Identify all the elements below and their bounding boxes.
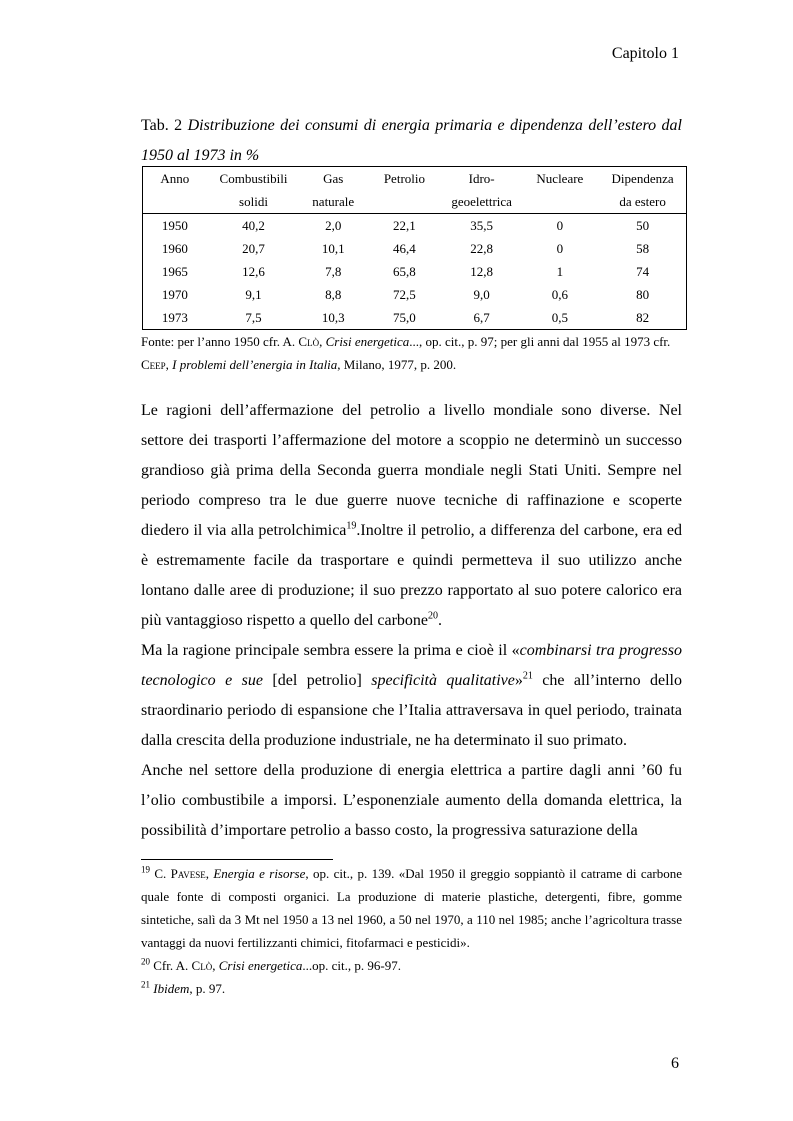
col-header-petrolio: Petrolio [383,171,425,186]
col-subheader: naturale [300,190,366,214]
paragraph-text: .Inoltre il petrolio, a differenza del carbone, era ed è estremamente facile da trasportare e quindi permetteva il suo utilizzo anche lontano dalle aree di produzione; il suo prezzo rapportato al suo potere calorico era più vantaggioso rispetto a quello del carbone [141,522,682,629]
col-header-idro: Idro- [468,171,495,186]
footnote-ref[interactable]: 21 [522,670,533,682]
col-header-combustibili: Combustibili [219,171,288,186]
source-author: Ceep [141,357,166,372]
footnote-text: , [205,866,214,881]
table-cell: 1950 [161,217,188,233]
footnote-number: 19 [141,864,150,875]
table-row [143,237,687,260]
table-cell: 35,5 [470,217,494,233]
paragraph-text: che all’interno dello straordinario periodo di espansione che l’Italia attraversava in quel periodo, trainata dalla crescita della produzione industriale, ne ha determinato il suo primato. [141,672,683,749]
table-cell: 75,0 [393,309,416,325]
table-cell: 80 [636,286,650,302]
paragraph-text: . [438,612,443,629]
quote-text: specificità qualitative [371,672,515,689]
footnotes [141,862,682,1000]
energy-consumption-table [142,166,687,330]
table-cell: 1970 [161,286,188,302]
paragraph: Anche nel settore della produzione di energia elettrica a partire dagli anni ’60 fu l’olio combustibile a imporsi. L’esponenziale aumento della domanda elettrica, la possibilità d’importare petrolio a basso costo, la progressiva saturazione della [141,762,682,839]
col-header-anno: Anno [160,171,190,186]
col-subheader [521,190,600,214]
table-cell: 10,1 [321,240,345,256]
col-header-dipendenza: Dipendenza [611,171,674,186]
col-subheader: da estero [599,190,686,214]
paragraph-text: » [514,672,523,689]
table-cell: 6,7 [473,309,490,325]
table-cell: 0 [556,217,564,233]
col-subheader [143,190,207,214]
footnote-21 [141,977,682,1000]
table-row [143,214,687,238]
footnote-work-title: Crisi energetica [218,958,303,973]
paragraph [141,396,682,636]
table-cell: 40,2 [242,217,265,233]
table-cell: 20,7 [242,240,265,256]
body-text [141,396,682,846]
footnote-text: , op. cit., p. 139. «Dal 1950 il greggio soppiantò il catrame di carbone quale fonte di composti organici. La produzione di materie plastiche, detergenti, fibre, gomme sintetiche, salì da 3 Mt nel 1950 a 13 nel 1960, a 50 nel 1970, a 110 nel 1985; anche l’agricoltura trasse vantaggi da nuovi fertilizzanti chimici, fitofarmaci e pesticidi». [141,866,683,950]
table-cell: 0,5 [551,309,568,325]
table-cell: 8,8 [325,286,342,302]
footnote-text: ...op. cit., p. 96-97. [302,958,401,973]
footnote-author: Pavese [170,866,206,881]
table-cell: 1973 [161,309,188,325]
table-cell: 9,0 [473,286,490,302]
footnote-text: C. [150,866,171,881]
paragraph-text: [del petrolio] [262,672,372,689]
table-cell: 1960 [161,240,188,256]
table-cell: 9,1 [245,286,262,302]
footnote-work-title: Energia e risorse [213,866,306,881]
source-text: ..., op. cit., p. 97; per gli anni dal 1955 al 1973 cfr. [409,334,671,349]
table-cell: 65,8 [393,263,416,279]
table-row [143,283,687,306]
quote-text: combinarsi tra progresso tecnologico e sue [141,642,682,689]
table-cell: 0 [556,240,564,256]
table-cell: 7,5 [245,309,262,325]
table-cell: 0,6 [551,286,568,302]
source-work-title: Crisi energetica [325,334,410,349]
table-caption [141,111,682,171]
table-cell: 58 [636,240,650,256]
col-subheader [366,190,443,214]
table-caption-label: Tab. 2 [141,117,183,134]
paragraph-text: Ma la ragione principale sembra essere la prima e cioè il « [141,642,520,659]
col-header-gas: Gas [323,171,344,186]
table-cell: 1 [556,263,564,279]
table-row [143,260,687,283]
footnote-text: , p. 97. [189,981,226,996]
table-cell: 74 [636,263,650,279]
table-header-row [143,190,687,214]
source-text: , [319,334,326,349]
source-author: Clò [298,334,320,349]
paragraph-text: Le ragioni dell’affermazione del petrolio a livello mondiale sono diverse. Nel settore dei trasporti l’affermazione del motore a scoppio ne determinò un successo grandioso già prima della Seconda guerra mondiale negli Stati Uniti. Sempre nel periodo compreso tra le due guerre nuove tecniche di raffinazione e scoperte diedero il via alla petrolchimica [141,402,682,539]
table-source-note [141,330,686,376]
source-work-title: I problemi dell’energia in Italia [172,357,338,372]
footnote-text: Cfr. A. [150,958,192,973]
table-cell: 7,8 [325,263,342,279]
footnote-divider [141,859,333,860]
table-cell: 22,8 [470,240,494,256]
footnote-20 [141,954,682,977]
table-cell: 72,5 [393,286,416,302]
footnote-text: , [212,958,219,973]
chapter-header: Capitolo 1 [611,45,679,62]
table-cell: 12,6 [242,263,265,279]
col-subheader: geoelettrica [443,190,521,214]
col-subheader: solidi [207,190,301,214]
table-cell: 46,4 [393,240,416,256]
footnote-author: Clò [191,958,213,973]
footnote-work-title: Ibidem [153,981,190,996]
table-cell: 12,8 [470,263,494,279]
source-text: Fonte: per l’anno 1950 cfr. A. [141,334,299,349]
footnote-number: 21 [141,979,150,990]
footnote-ref[interactable]: 20 [428,610,439,622]
source-text: , Milano, 1977, p. 200. [337,357,457,372]
table-caption-title: Distribuzione dei consumi di energia primaria e dipendenza dell’estero dal 1950 al 1973 in % [141,117,682,164]
footnote-19 [141,862,682,954]
table-cell: 10,3 [321,309,345,325]
table-cell: 2,0 [325,217,342,233]
page-number: 6 [671,1055,679,1072]
table-row [143,306,687,330]
table-cell: 50 [636,217,650,233]
table-cell: 1965 [161,263,188,279]
footnote-number: 20 [141,956,150,967]
source-text: , [165,357,173,372]
paragraph [141,636,682,756]
footnote-ref[interactable]: 19 [346,520,357,532]
col-header-nucleare: Nucleare [536,171,584,186]
table-header-row [143,167,687,191]
table-cell: 22,1 [393,217,416,233]
table-cell: 82 [636,309,650,325]
